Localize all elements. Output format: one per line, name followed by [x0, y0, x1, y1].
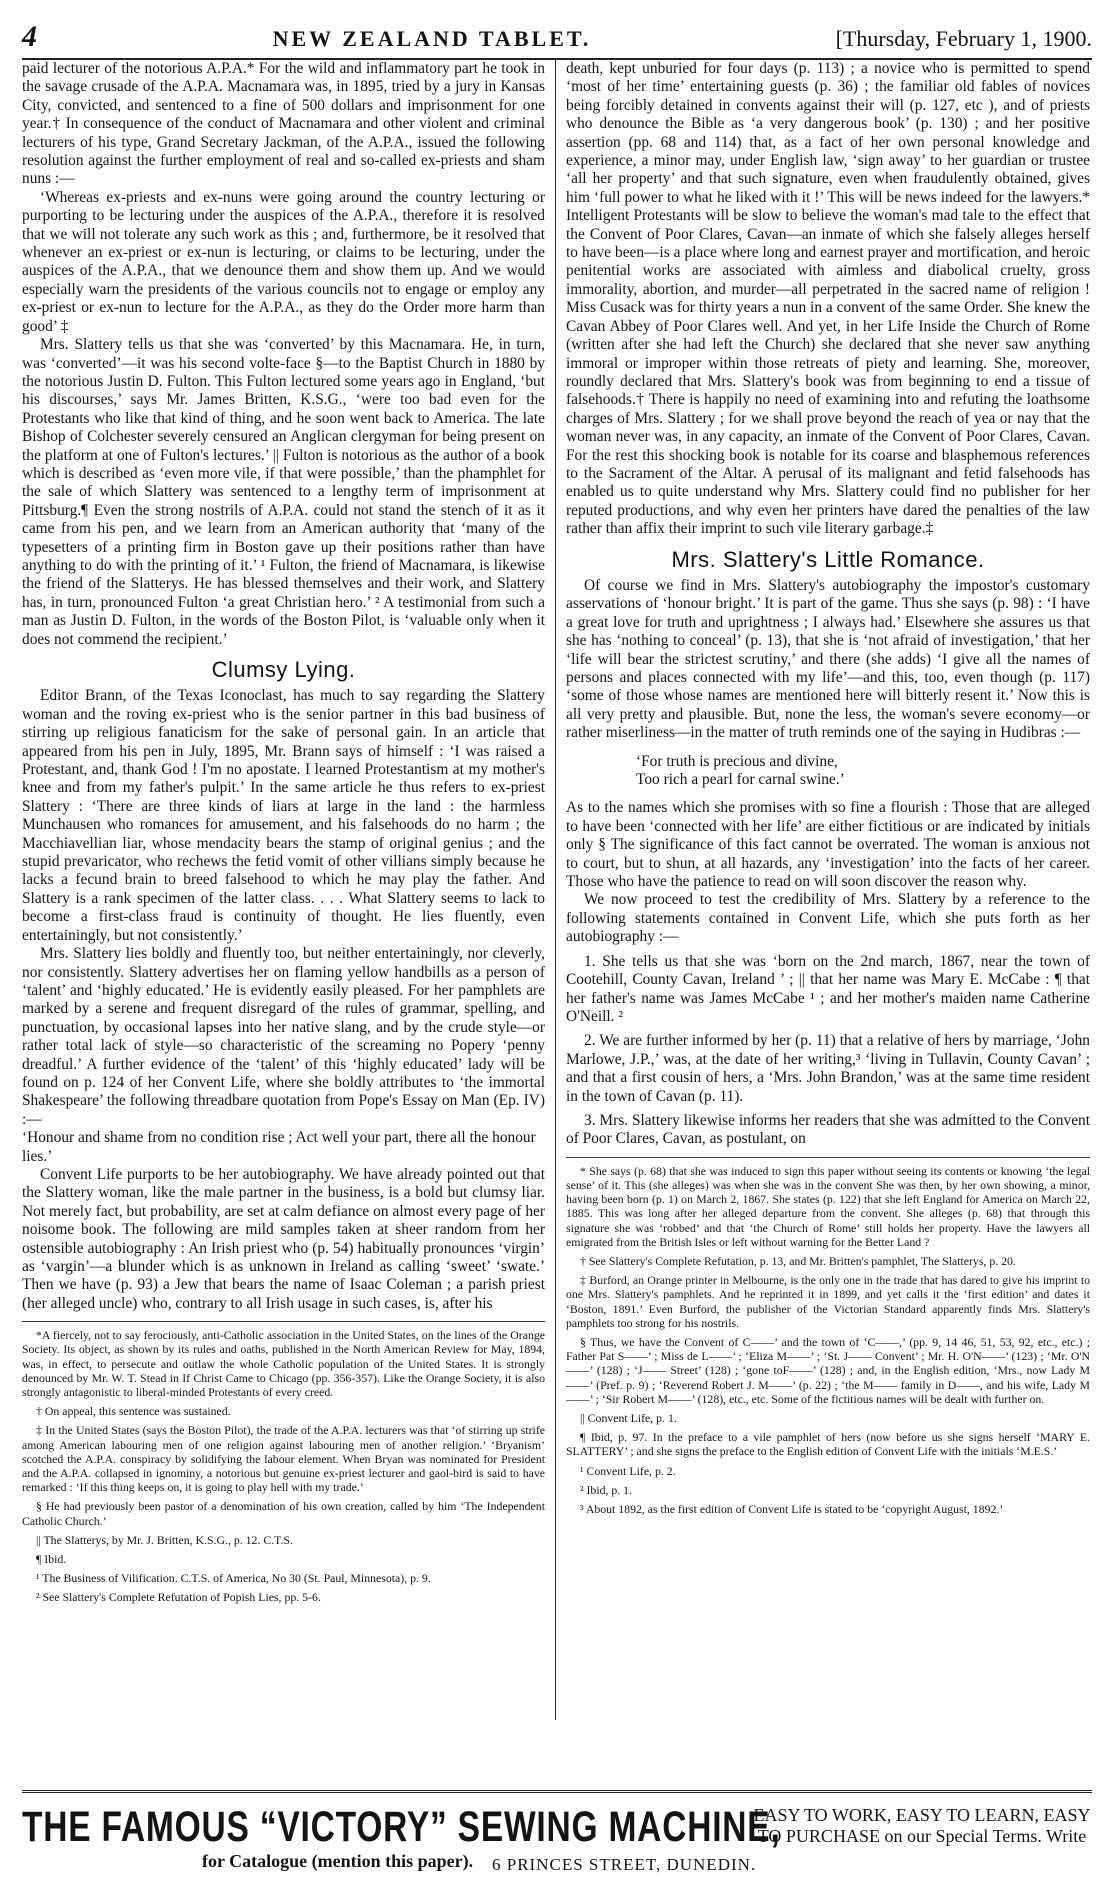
numbered-item: 2. We are further informed by her (p. 11) that a relative of hers by marriage, ‘John Marlowe, J.P.,’ was, at the date of her writing,³ ‘living in Tullavin, County Cavan’ ; and that a first cousin of hers, a ‘Mrs. John Brandon,’ was at the same time resident in the town of Cavan (p. 11).	[566, 1032, 1090, 1105]
numbered-item: 3. Mrs. Slattery likewise informs her readers that she was admitted to the Convent of Poor Clares, Cavan, as postulant, on	[566, 1111, 1090, 1148]
newspaper-title: NEW ZEALAND TABLET.	[272, 26, 592, 51]
advert-headline: THE FAMOUS “VICTORY” SEWING MACHINE,	[22, 1803, 781, 1851]
footnote-divider	[566, 1157, 1090, 1158]
footnote: § He had previously been pastor of a denomination of his own creation, called by him ‘The Independent Catholic Church.’	[22, 1499, 545, 1528]
footnote: ² Ibid, p. 1.	[580, 1482, 633, 1497]
article-columns	[22, 60, 1092, 1720]
footnotes-right	[566, 1164, 1090, 1516]
verse-line: ‘For truth is precious and divine,	[636, 752, 838, 770]
footnote: § Thus, we have the Convent of C——’ and the town of ‘C——,’ (pp. 9, 14 46, 51, 53, 92, etc., etc.) ; Father Pat S——’ ; Miss de L——’ ; ‘Eliza M——’ ; ‘St. J—— Convent’ ; Mr. H. O'N——’ (123) ; ‘Mr. O'N——’ (128) ; ‘J—— Street’ (128) ; ‘gone toF——’ (128) ; and, in the English edition, ‘Mrs., now Lady M——’ (Pref. p. 9) ; ‘Reverend Robert J. M——’ (p. 22) ; ‘the M—— family in D——, and his wife, Lady M——’ ; ‘Sir Robert M——’ (128), etc., etc. Some of the fictitious names will be dealt with further on.	[566, 1334, 1090, 1406]
footnote: ‡ Burford, an Orange printer in Melbourne, is the only one in the trade that has dared to give his imprint to one Mrs. Slattery's pamphlets. And he reprinted it in 1899, and yet calls it the ‘first edition’ and dates it ‘Boston, 1891.’ Even Burford, the publisher of the Victorian Standard apparently finds Mrs. Slattery's pamphlets too strong for his nostrils.	[566, 1273, 1090, 1330]
paragraph: As to the names which she promises with so fine a flourish : Those that are alleged to have been ‘connected with her life’ are either fictitious or are indicated by initials only § The significance of this fact cannot be overrated. The woman is anxious not to court, but to shun, at all hazards, any ‘investigation’ into the facts of her career. Those who have the patience to read on will soon discover the reason why.	[566, 799, 1090, 891]
paragraph: We now proceed to test the credibility of Mrs. Slattery by a reference to the following statements contained in Convent Life, which she puts forth as her autobiography :—	[566, 891, 1090, 946]
section-heading: Clumsy Lying.	[211, 657, 356, 682]
verse-quote	[636, 753, 1090, 790]
footnote: || The Slatterys, by Mr. J. Britten, K.S.G., p. 12. C.T.S.	[36, 1532, 293, 1547]
masthead	[22, 20, 1092, 60]
footnote: ¹ The Business of Vilification. C.T.S. of America, No 30 (St. Paul, Minnesota), p. 9.	[36, 1571, 431, 1586]
advertisement-banner	[22, 1790, 1092, 1883]
advert-address: 6 PRINCES STREET, DUNEDIN.	[492, 1855, 757, 1874]
issue-date: [Thursday, February 1, 1900.	[835, 26, 1092, 51]
paragraph: ‘Whereas ex-priests and ex-nuns were going around the country lecturing or purporting to be lecturing under the auspices of the A.P.A., therefore it is resolved that we will not tolerate any such work as this ; and, furthermore, be it resolved that whenever an ex-priest or ex-nun is lecturing, or claims to be lecturing, under the auspices of the A.P.A., that we denounce them and show them up. And we would especially warn the presidents of the various councils not to engage or employ any ex-priest or ex-nun to lecture for the A.P.A., as they do the Order more harm than good’ ‡	[22, 188, 545, 335]
footnote: *A fiercely, not to say ferociously, anti-Catholic association in the United States, on the lines of the Orange Society. Its object, as shown by its rules and oaths, published in the North American Review for May, 1894, was, in effect, to persecute and outlaw the whole Catholic population of the United States. It is strongly denounced by Mr. W. T. Stead in If Christ Came to Chicago (pp. 356-357). Like the Orange Society, it is also strongly antagonistic to liberal-minded Protestants of every creed.	[22, 1328, 545, 1400]
advert-subline: for Catalogue (mention this paper).	[202, 1851, 474, 1871]
advert-side-text	[752, 1805, 1092, 1847]
block-quote: ‘Honour and shame from no condition rise ; Act well your part, there all the honour lies.’	[22, 1129, 536, 1165]
right-column	[556, 60, 1090, 1720]
footnote-divider	[22, 1321, 545, 1322]
footnote: || Convent Life, p. 1.	[580, 1411, 677, 1425]
footnote: ‡ In the United States (says the Boston Pilot), the trade of the A.P.A. lecturers was that ‘of stirring up strife among American labouring men of one religion against labouring men of another religion.’ ‘Bryanism’ scotched the A.P.A. conspiracy by solidifying the labour element. When Bryan was nominated for President and the A.P.A. collapsed in ignominy, a notorious but genuine ex-priest lecturer and gaol-bird is said to have remarked : ‘If this thing keeps on, it is going to play hell with my trade.’	[22, 1423, 545, 1495]
advert-side-line: EASY TO WORK, EASY TO LEARN, EASY	[753, 1805, 1091, 1825]
verse-line: Too rich a pearl for carnal swine.’	[636, 771, 845, 789]
footnote: ¶ Ibid, p. 97. In the preface to a vile pamphlet of hers (now before us she signs herself ‘MARY E. SLATTERY’ ; and she signs the preface to the English edition of Convent Life with the initials ‘M.E.S.’	[566, 1430, 1090, 1459]
footnotes-left	[22, 1328, 545, 1604]
paragraph: Mrs. Slattery tells us that she was ‘converted’ by this Macnamara. He, in turn, was ‘converted’—it was his second volte-face §—to the Baptist Church in 1880 by the notorious Justin D. Fulton. This Fulton lectured some years ago in England, ‘but his discourses,’ says Mr. James Britten, K.S.G., ‘were too bad even for the Protestants who like that kind of thing, and he soon went back to America. The late Bishop of Colchester severely censured an Anglican clergyman for being present on the platform at one of Fulton's lectures.’ || Fulton is notorious as the author of a book which is described as ‘even more vile, if that were possible,’ than the phamphlet for the sale of which Slattery was sentenced to a lengthy term of imprisonment at Pittsburg.¶ Even the strong nostrils of A.P.A. could not stand the stench of it as it came from his pen, and we learn from an American authority that ‘many of the typesetters of a printing firm in Boston gave up their positions rather than have anything to do with the printing of it.’ ¹ Fulton, the friend of Macnamara, is likewise the friend of the Slatterys. He has blessed themselves and their work, and Slattery has, in turn, pronounced Fulton ‘a great Christian hero.’ ² A testimonial from such a man as Justin D. Fulton, in the words of the Boston Pilot, is ‘valuable only when it does not commend the recipient.’	[22, 336, 545, 648]
paragraph: Convent Life purports to be her autobiography. We have already pointed out that the Slattery woman, like the male partner in the business, is a bold but clumsy liar. Not merely fact, but probability, are set at calm defiance on almost every page of her noisome book. The following are mild samples taken at sheer random from her ostensible autobiography : An Irish priest who (p. 54) habitually pronounces ‘virgin’ as ‘vargin’—a blunder which is as unknown in Ireland as calling ‘sweet’ ‘swate.’ Then we have (p. 93) a Jew that bears the name of Isaac Coleman ; a parish priest (her alleged uncle) who, contrary to all Irish usage in such cases, is, after his	[22, 1165, 545, 1312]
numbered-item: 1. She tells us that she was ‘born on the 2nd march, 1867, near the town of Cootehill, County Cavan, Ireland ’ ; || that her name was Mary E. McCabe : ¶ that her father's name was James McCabe ¹ ; and her mother's maiden name Catherine O'Neill. ²	[566, 952, 1090, 1025]
paragraph: paid lecturer of the notorious A.P.A.* For the wild and inflammatory part he took in the savage crusade of the A.P.A. Macnamara was, in 1895, tried by a jury in Kansas City, convicted, and sentenced to a fine of 500 dollars and imprisonment for one year.† In consequence of the conduct of Macnamara and other violent and criminal lecturers of his type, Grand Secretary Jackman, of the A.P.A., issued the following resolution against the further employment of real and so-called ex-priests and sham nuns :—	[22, 60, 545, 188]
section-heading: Mrs. Slattery's Little Romance.	[671, 546, 985, 572]
footnote: ² See Slattery's Complete Refutation of Popish Lies, pp. 5-6.	[36, 1590, 321, 1605]
footnote: ¹ Convent Life, p. 2.	[580, 1463, 676, 1478]
footnote: * She says (p. 68) that she was induced to sign this paper without seeing its contents or knowing ‘the legal sense’ of it. This (she alleges) was when she was in the convent She was then, by her own showing, a minor, having been born (p. 1) on March 2, 1867. She states (p. 122) that she left England for America on March 22, 1885. This was long after her alleged departure from the convent. She alleges (p. 68) that through this signature she was ‘robbed’ and that ‘the Church of Rome’ still holds her property. Have the lawyers all emigrated from the British Isles or left without warning for the Better Land ?	[566, 1163, 1090, 1249]
footnote: ¶ Ibid.	[36, 1552, 67, 1567]
paragraph: Mrs. Slattery lies boldly and fluently too, but neither entertainingly, nor cleverly, nor consistently. Slattery advertises her on flaming yellow handbills as a person of ‘talent’ and ‘highly educated.’ He is evidently easily pleased. For her pamphlets are marked by a serene and frequent disregard of the rules of grammar, spelling, and punctuation, by occasional lapses into her native slang, and by the crude style—or rather total lack of style—so characteristic of the screaming no Popery ‘penny dreadful.’ A further evidence of the ‘talent’ of this ‘highly educated’ lady will be found on p. 124 of her Convent Life, where she boldly attributes to ‘the immortal Shakespeare’ the following threadbare quotation from Pope's Essay on Man (Ep. IV) :—	[22, 945, 545, 1128]
page-number: 4	[22, 20, 37, 53]
footnote: † See Slattery's Complete Refutation, p. 13, and Mr. Britten's pamphlet, The Slatterys, p. 20.	[580, 1253, 1016, 1268]
paragraph: Of course we find in Mrs. Slattery's autobiography the impostor's customary asservations of ‘honour bright.’ It is part of the game. Thus she says (p. 98) : ‘I have a great love for truth and uprightness ; I always had.’ Elsewhere she assures us that she has ‘nothing to conceal’ (p. 13), that she is ‘not afraid of investigation,’ that her ‘life will bear the strictest scrutiny,’ and there (she adds) ‘I give all the names of persons and places connected with my life’—and this, too, even though (p. 117) ‘some of those whose names are mentioned here will bitterly resent it.’ Now this is all very pretty and plausible. But, none the less, the woman's severe economy—or rather miserliness—in the matter of truth reminds one of the saying in Hudibras :—	[566, 576, 1090, 742]
paragraph: Editor Brann, of the Texas Iconoclast, has much to say regarding the Slattery woman and the roving ex-priest who is the senior partner in this bad business of stirring up religious fanaticism for the sake of personal gain. In an article that appeared from his pen in July, 1895, Mr. Brann says of himself : ‘I was raised a Protestant, and, thank God ! I'm no apostate. I learned Protestantism at my mother's knee and from my father's pulpit.’ In the same article he thus refers to ex-priest Slattery : ‘There are three kinds of liars at large in the land : the harmless Munchausen who romances for amusement, and his falsehoods do no harm ; the Macchiavellian liar, whose mendacity bears the stamp of original genius ; and the stupid prevaricator, who rechews the fetid vomit of other villians simply because he lacks a fecund brain to breed falsehood to which he may play the father. And Slattery is a rank specimen of the latter class. . . . What Slattery seems to lack to become a first-class fraud is continuity of thought. He lies fluently, even entertainingly, but not consistently.’	[22, 687, 545, 944]
advert-side-line: TO PURCHASE on our Special Terms. Write	[757, 1826, 1087, 1846]
paragraph: death, kept unburied for four days (p. 113) ; a novice who is permitted to spend ‘most of her time’ entertaining guests (p. 36) ; the familiar old fables of novices being forcibly detained in convents against their will (p. 127, etc ), and of priests who denounce the Bible as ‘a very dangerous book’ (p. 130) ; and her positive assertion (pp. 68 and 114) that, as a fact of her own personal knowledge and experience, a minor may, under English law, ‘sign away’ to her guardian or trustee ‘all her property’ and that such signature, even when fraudulently obtained, gives him ‘full power to what he liked with it !’ This will be news indeed for the lawyers.* Intelligent Protestants will be slow to believe the woman's mad tale to the effect that the Convent of Poor Clares, Cavan—an inmate of which she falsely alleges herself to have been—is a place where long and earnest prayer and mortification, and heroic penitential works are associated with aimless and diabolical cruelty, gross immorality, abortion, and murder—all perpetrated in the sacred name of religion ! Miss Cusack was for thirty years a nun in a convent of the same Order. She knew the Cavan Abbey of Poor Clares well. And yet, in her Life Inside the Church of Rome (written after she had left the Church) she declared that she never saw anything immoral or improper within those retreats of piety and learning. She, moreover, roundly declared that Mrs. Slattery's book was from beginning to end a tissue of falsehoods.† There is happily no need of examining into and refuting the loathsome charges of Mrs. Slattery ; for we shall prove beyond the reach of yea or nay that the woman never was, in any capacity, an inmate of the Convent of Poor Clares, Cavan. For the rest this shocking book is notable for its coarse and blasphemous references to the Sacrament of the Altar. A perusal of its malignant and fetid falsehoods has enabled us to quite understand why Mrs. Slattery could find no publisher for her reputed productions, and why even her printers have dared the penalties of the law rather than affix their imprint to such vile literary garbage.‡	[566, 60, 1090, 538]
footnote: † On appeal, this sentence was sustained.	[36, 1404, 231, 1419]
footnote: ³ About 1892, as the first edition of Convent Life is stated to be ‘copyright August, 1892.’	[580, 1502, 1004, 1517]
left-column	[22, 60, 556, 1720]
